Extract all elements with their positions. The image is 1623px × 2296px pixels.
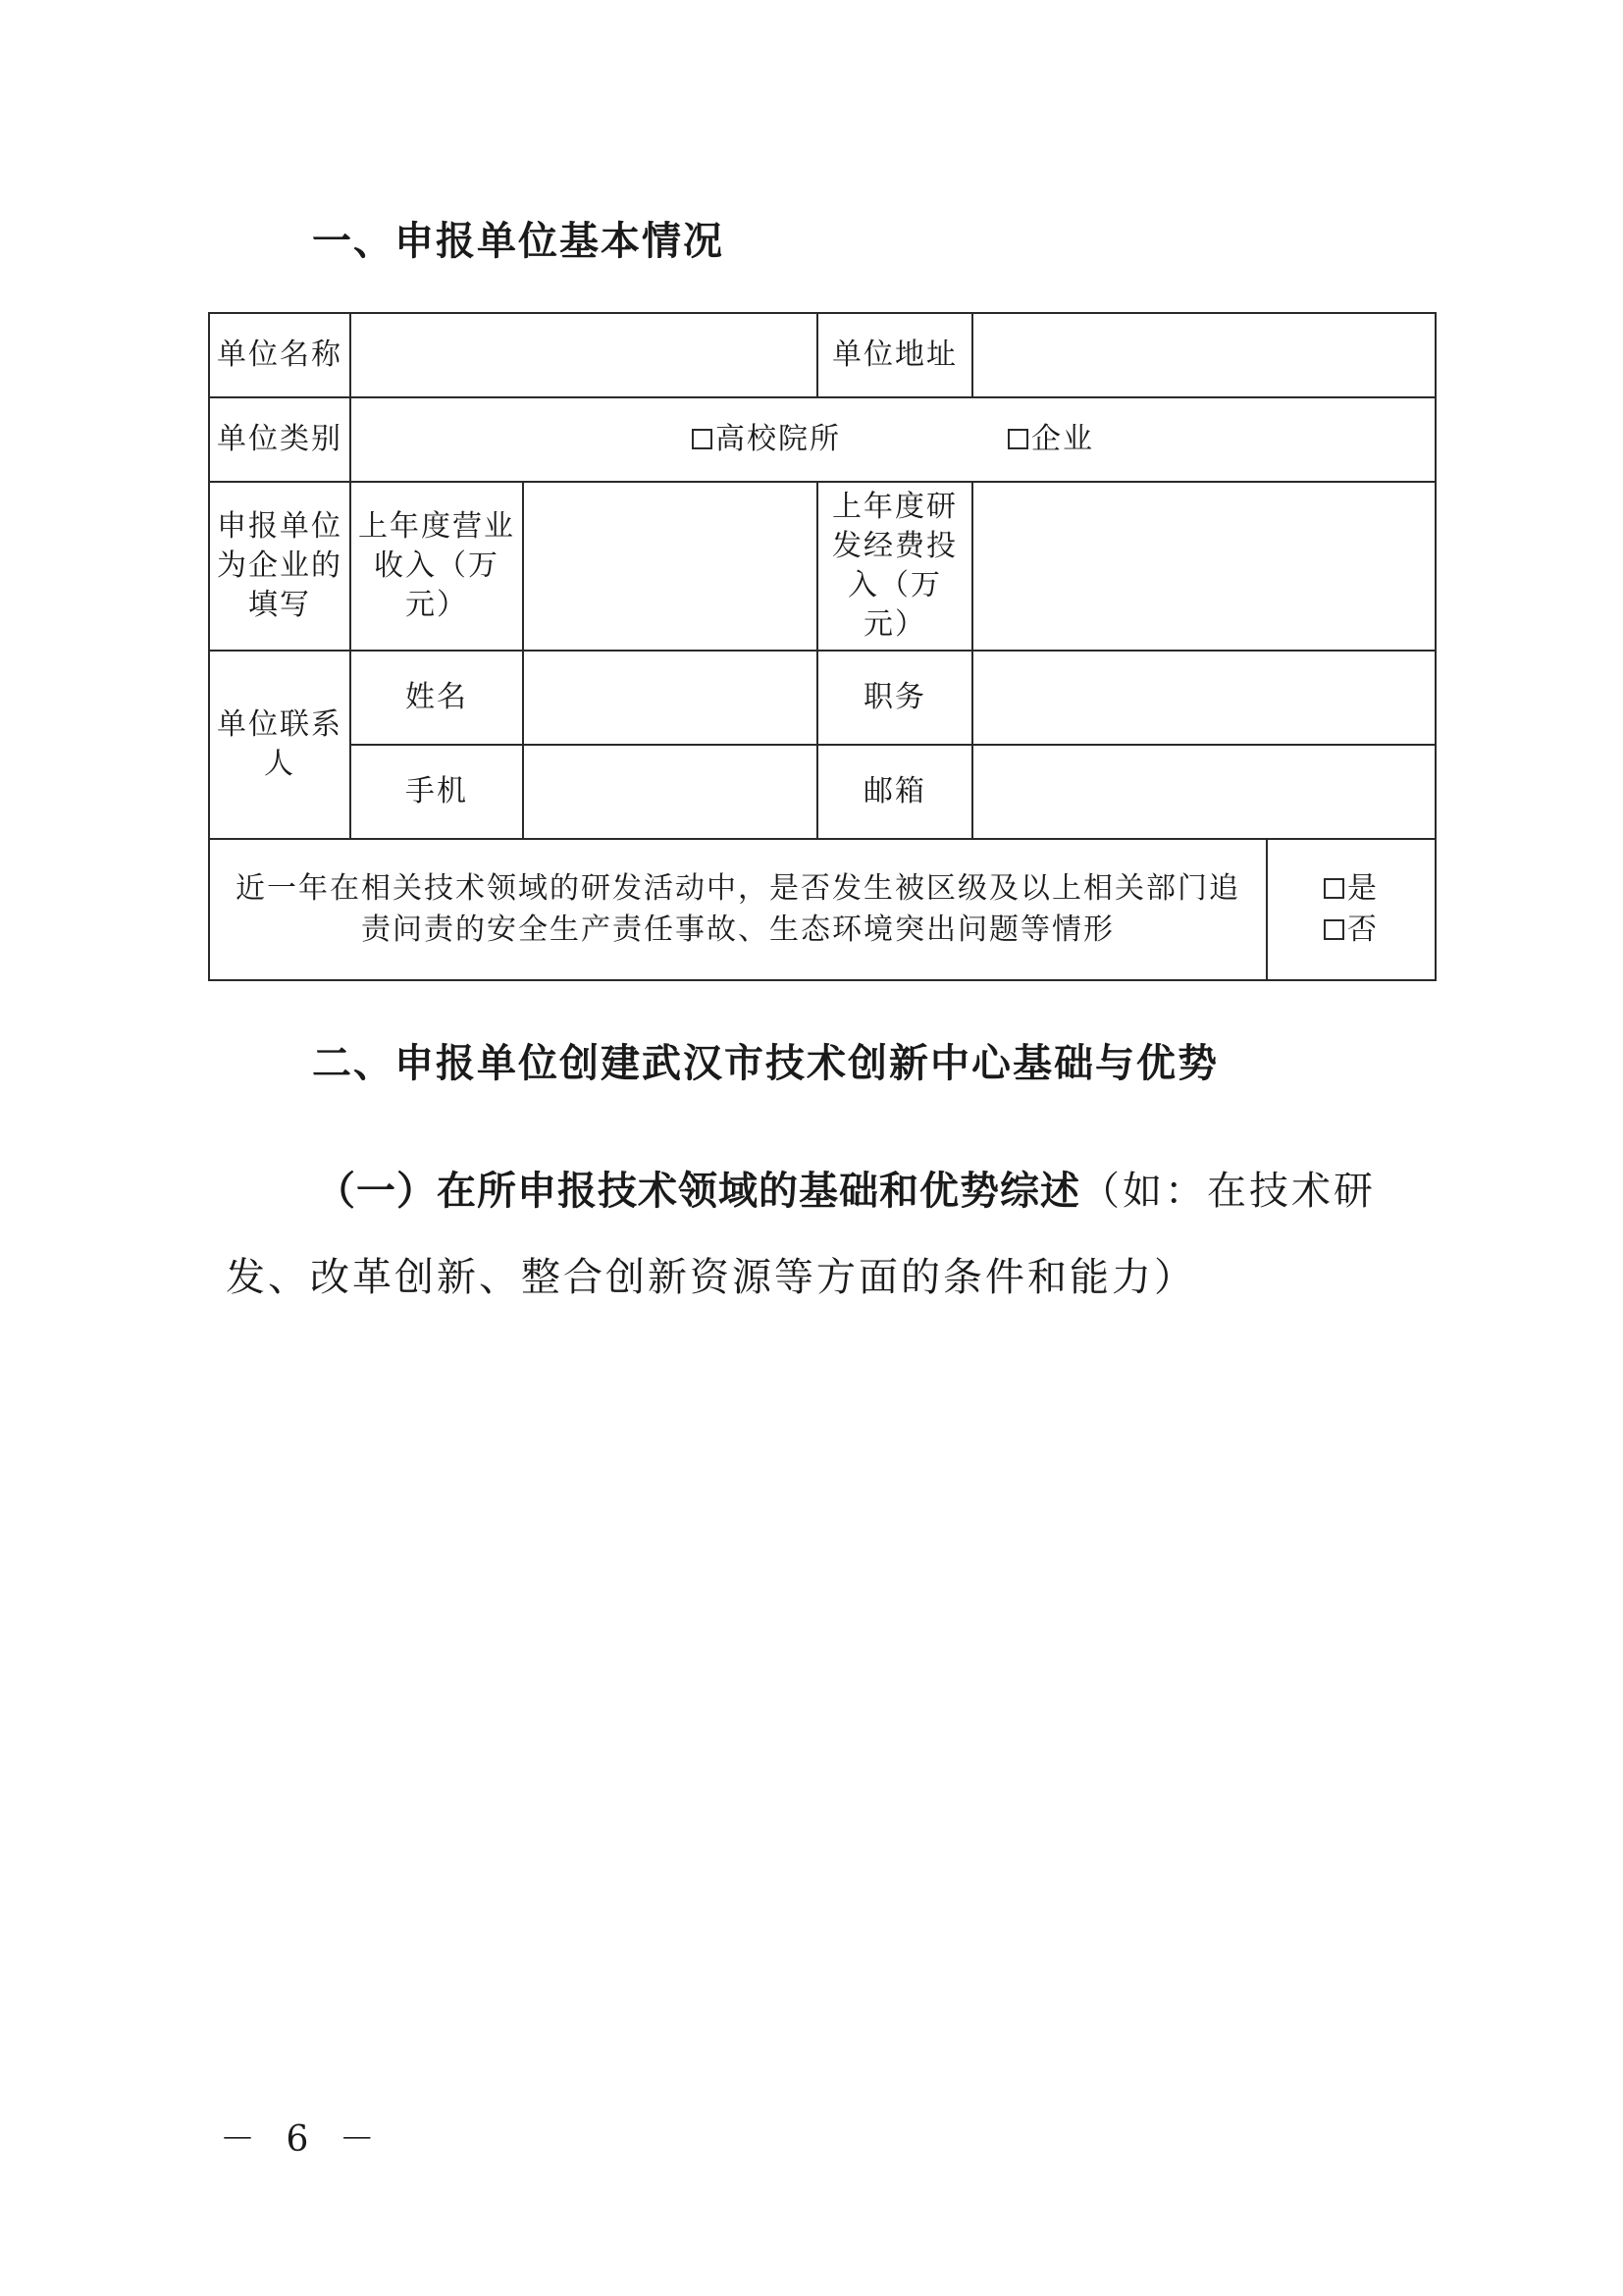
revenue-field[interactable] (523, 482, 817, 651)
checkbox-icon[interactable] (1324, 919, 1344, 940)
contact-email-label: 邮箱 (817, 745, 972, 839)
unit-address-label: 单位地址 (817, 313, 972, 397)
section-1-heading: 一、申报单位基本情况 (312, 219, 724, 264)
subsection-1-heading (226, 1148, 1413, 1321)
unit-name-field[interactable] (350, 313, 817, 397)
checkbox-icon[interactable] (692, 429, 712, 449)
option-yes[interactable] (1324, 868, 1379, 910)
subsection-1-title: （一）在所申报技术领域的基础和优势综述 (316, 1169, 1080, 1214)
subsection-1-note: （如：在技术研发、改革创新、整合创新资源等方面的条件和能力） (226, 1169, 1376, 1300)
contact-name-field[interactable] (523, 651, 817, 745)
enterprise-section-label: 申报单位为企业的填写 (209, 482, 350, 651)
option-yes-label: 是 (1347, 871, 1379, 906)
page-number: － 6 － (220, 2119, 385, 2160)
basic-info-table (208, 312, 1437, 981)
unit-category-options (350, 397, 1436, 482)
contact-position-label: 职务 (817, 651, 972, 745)
contact-label: 单位联系人 (209, 651, 350, 839)
contact-phone-field[interactable] (523, 745, 817, 839)
revenue-label: 上年度营业收入（万元） (350, 482, 523, 651)
contact-phone-label: 手机 (350, 745, 523, 839)
category-option-university-label: 高校院所 (715, 422, 841, 456)
option-no[interactable] (1324, 910, 1379, 951)
option-no-label: 否 (1347, 913, 1379, 947)
contact-position-field[interactable] (972, 651, 1436, 745)
yes-no-options (1267, 839, 1436, 980)
unit-name-label: 单位名称 (209, 313, 350, 397)
rd-expense-field[interactable] (972, 482, 1436, 651)
unit-address-field[interactable] (972, 313, 1436, 397)
unit-category-label: 单位类别 (209, 397, 350, 482)
category-option-university[interactable] (692, 420, 841, 459)
rd-expense-label: 上年度研发经费投入（万元） (817, 482, 972, 651)
safety-question: 近一年在相关技术领域的研发活动中，是否发生被区级及以上相关部门追责问责的安全生产责任事故、生态环境突出问题等情形 (209, 839, 1267, 980)
category-option-enterprise-label: 企业 (1031, 422, 1094, 456)
category-option-enterprise[interactable] (1008, 420, 1094, 459)
section-2-heading: 二、申报单位创建武汉市技术创新中心基础与优势 (312, 1041, 1219, 1086)
contact-name-label: 姓名 (350, 651, 523, 745)
contact-email-field[interactable] (972, 745, 1436, 839)
checkbox-icon[interactable] (1324, 878, 1344, 899)
checkbox-icon[interactable] (1008, 429, 1028, 449)
